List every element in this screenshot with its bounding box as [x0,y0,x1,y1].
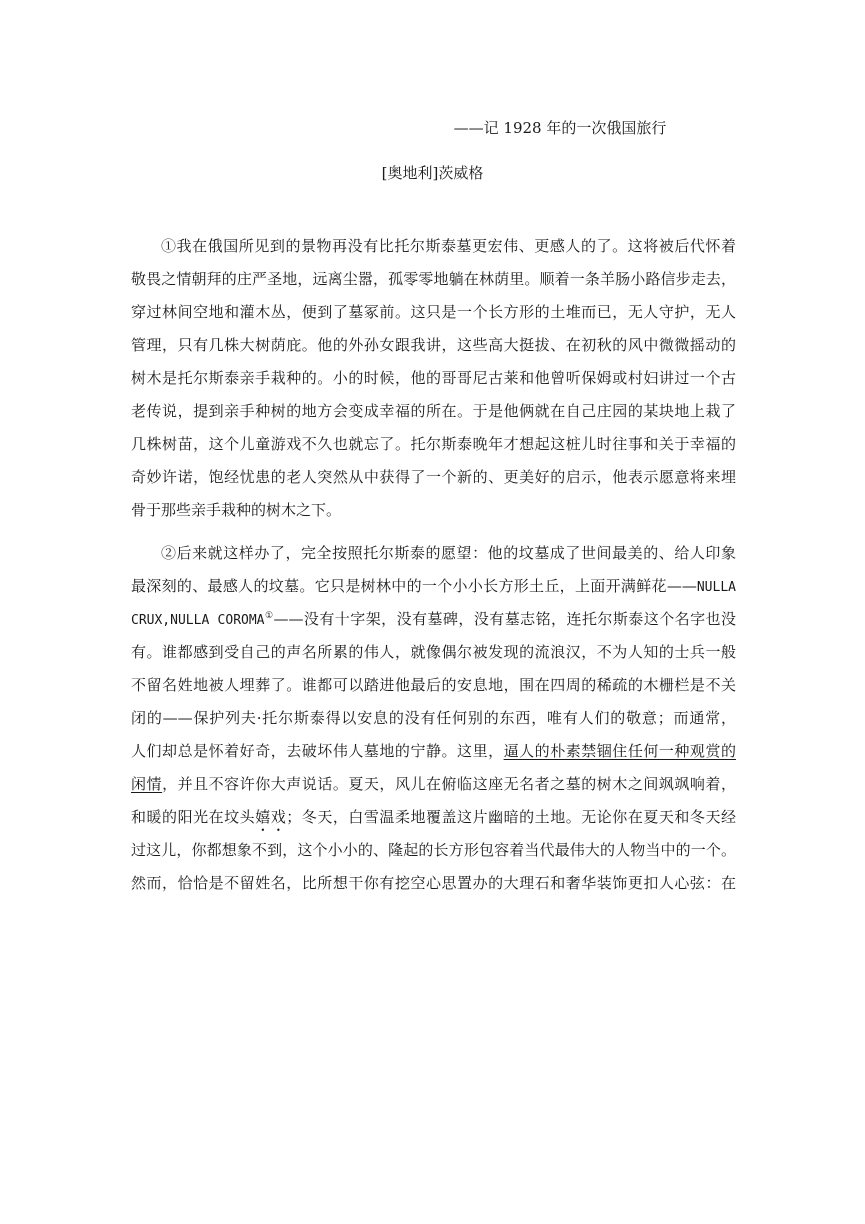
text-span: 人们却总是怀着好奇，去破坏伟人墓地的宁静。这里， [131,742,504,760]
underlined-text: 闲情 [131,775,163,793]
text-span: ——没有十字架，没有墓碑，没有墓志铭，连托尔斯泰这个名字也没 [273,610,736,628]
text-span: 和暖的阳光在坟头 [131,808,256,826]
subtitle: ——记 1928 年的一次俄国旅行 [453,119,667,137]
latin-text: NULLA [696,580,736,595]
paragraph-gap [131,527,736,537]
text-line: 几株树苗，这个儿童游戏不久也就忘了。托尔斯泰晚年才想起这桩儿时往事和关于幸福的 [131,435,736,453]
text-line [131,768,736,801]
text-line: ②后来就这样办了，完全按照托尔斯泰的愿望：他的坟墓成了世间最美的、给人印象 [161,544,736,562]
article-body [131,230,736,900]
emphasized-text: 嬉戏 [255,808,287,826]
text-line: 奇妙许诺，饱经忧患的老人突然从中获得了一个新的、更美好的启示，他表示愿意将来埋 [131,468,736,486]
underlined-text: 逼人的朴素禁锢住任何一种观赏的 [503,742,736,760]
text-span: 最深刻的、最感人的坟墓。它只是树林中的一个小小长方形土丘，上面开满鲜花—— [131,577,697,595]
text-span: ，并且不容许你大声说话。夏天，风儿在俯临这座无名者之墓的树木之间飒飒响着， [162,775,736,793]
text-line [131,570,736,603]
paragraph-1 [131,230,736,527]
text-line: 树木是托尔斯泰亲手栽种的。小的时候，他的哥哥尼古莱和他曾听保姆或村妇讲过一个古 [131,369,736,387]
latin-text: CRUX,NULLA COROMA [131,613,265,628]
text-line: 老传说，提到亲手种树的地方会变成幸福的所在。于是他俩就在自己庄园的某块地上栽了 [131,402,736,420]
author-line: [奥地利]茨威格 [381,164,484,182]
text-line: 有。谁都感到受自己的声名所累的伟人，就像偶尔被发现的流浪汉，不为人知的士兵一般 [131,643,736,661]
text-line: 管理，只有几株大树荫庇。他的外孙女跟我讲，这些高大挺拔、在初秋的风中微微摇动的 [131,336,736,354]
text-line: 过这儿，你都想象不到，这个小小的、隆起的长方形包容着当代最伟大的人物当中的一个。 [131,841,736,859]
text-line: 不留名姓地被人埋葬了。谁都可以踏进他最后的安息地，围在四周的稀疏的木栅栏是不关 [131,676,736,694]
text-line: 穿过林间空地和灌木丛，便到了墓冢前。这只是一个长方形的土堆而已，无人守护，无人 [131,303,736,321]
text-span: ；冬天，白雪温柔地覆盖这片幽暗的土地。无论你在夏天和冬天经 [286,808,736,826]
paragraph-2 [131,537,736,900]
footnote-marker: ① [264,611,274,621]
text-line [131,735,736,768]
text-line [131,603,736,636]
text-line: 骨于那些亲手栽种的树木之下。 [131,501,342,519]
text-line: 然而，恰恰是不留姓名，比所想干你有挖空心思置办的大理石和奢华装饰更扣人心弦：在 [131,874,736,892]
text-line [131,801,736,834]
text-line: ①我在俄国所见到的景物再没有比托尔斯泰墓更宏伟、更感人的了。这将被后代怀着 [161,237,736,255]
text-line: 敬畏之情朝拜的庄严圣地，远离尘嚣，孤零零地躺在林荫里。顺着一条羊肠小路信步走去， [131,270,736,288]
text-line: 闭的——保护列夫·托尔斯泰得以安息的没有任何别的东西，唯有人们的敬意；而通常， [131,709,736,727]
